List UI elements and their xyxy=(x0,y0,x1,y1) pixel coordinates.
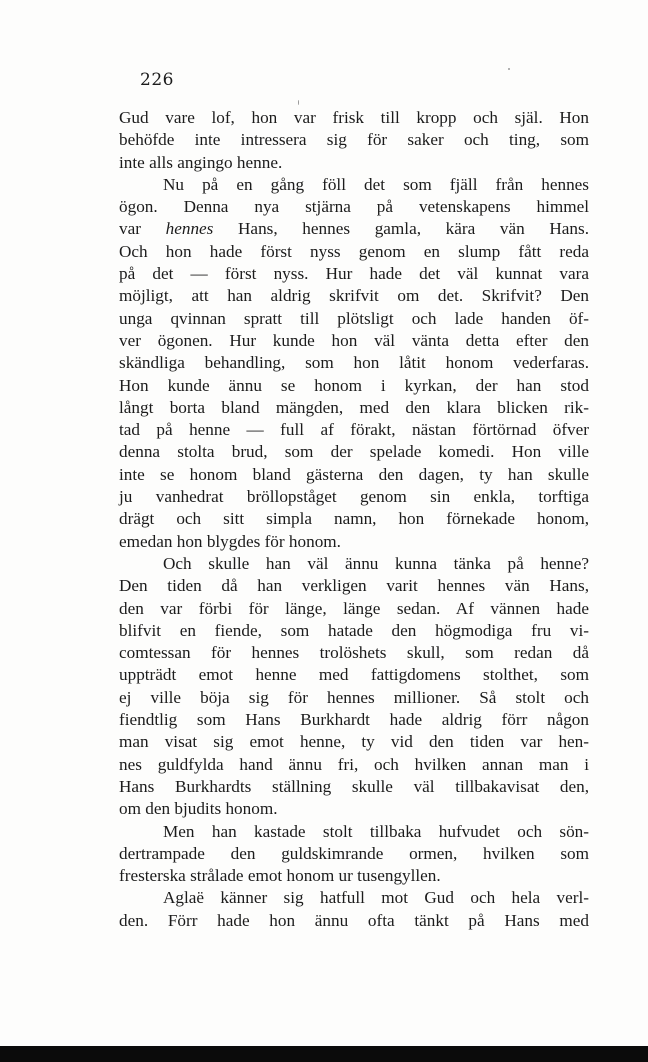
text-line: den var förbi för länge, länge sedan. Af vännen hade xyxy=(119,598,589,618)
text-line: Den tiden då han verkligen varit hennes vän Hans, xyxy=(119,576,589,596)
scan-bottom-edge xyxy=(0,1046,648,1062)
text-line: om den bjudits honom. xyxy=(119,799,278,819)
text-line: inte alls angingo henne. xyxy=(119,152,283,172)
text-line: inte se honom bland gästerna den dagen, ty han skulle xyxy=(119,464,589,484)
text-segment: var xyxy=(119,219,166,239)
text-line: Aglaë känner sig hatfull mot Gud och hela verl- xyxy=(163,888,589,908)
paragraph xyxy=(119,553,589,821)
text-line: denna stolta brud, som der spelade komedi. Hon ville xyxy=(119,442,589,462)
text-segment: Hans, hennes gamla, kära vän Hans. xyxy=(213,219,590,239)
text-line: ver ögonen. Hur kunde hon väl vänta detta efter den xyxy=(119,330,589,350)
text-line: Hans Burkhardts ställning skulle väl tillbakavisat den, xyxy=(119,776,589,796)
paragraph xyxy=(119,887,589,932)
text-line xyxy=(119,218,589,240)
text-line: comtessan för hennes trolöshets skull, som redan då xyxy=(119,643,589,663)
text-line: på det — först nyss. Hur hade det väl kunnat vara xyxy=(119,264,589,284)
text-line: ju vanhedrat bröllopståget genom sin enkla, torftiga xyxy=(119,487,589,507)
text-line: ej ville böja sig för hennes millioner. Så stolt och xyxy=(119,687,589,707)
text-line: nes guldfylda hand ännu fri, och hvilken annan man i xyxy=(119,754,589,774)
text-line: Hon kunde ännu se honom i kyrkan, der han stod xyxy=(119,375,589,395)
text-line: skändliga behandling, som hon låtit honom vederfaras. xyxy=(119,353,589,373)
scan-speck xyxy=(508,68,510,70)
paragraph xyxy=(119,821,589,888)
text-line: Gud vare lof, hon var frisk till kropp och själ. Hon xyxy=(119,108,589,127)
text-line: man visat sig emot henne, ty vid den tiden var hen- xyxy=(119,732,589,752)
body-text xyxy=(119,107,589,932)
text-line: uppträdt emot henne med fattigdomens stolthet, som xyxy=(119,665,589,685)
text-line: Och skulle han väl ännu kunna tänka på henne? xyxy=(163,553,589,573)
text-line: fiendtlig som Hans Burkhardt hade aldrig förr någon xyxy=(119,710,589,730)
text-line: ögon. Denna nya stjärna på vetenskapens himmel xyxy=(119,197,589,217)
page-number: 226 xyxy=(140,70,174,90)
italic-word: hennes xyxy=(165,219,214,239)
text-line: möjligt, att han aldrig skrifvit om det. Skrifvit? Den xyxy=(119,286,589,306)
scan-speck xyxy=(298,100,299,105)
text-line: emedan hon blygdes för honom. xyxy=(119,531,341,551)
text-line: långt borta bland mängden, med den klara blicken rik- xyxy=(119,397,589,417)
text-line: behöfde inte intressera sig för saker och ting, som xyxy=(119,130,589,150)
text-line: Nu på en gång föll det som fjäll från hennes xyxy=(163,174,589,194)
text-line: blifvit en fiende, som hatade den högmodiga fru vi- xyxy=(119,620,589,640)
paragraph xyxy=(119,174,589,553)
text-line: Men han kastade stolt tillbaka hufvudet och sön- xyxy=(163,821,589,841)
text-line: den. Förr hade hon ännu ofta tänkt på Hans med xyxy=(119,910,589,930)
text-line: Och hon hade först nyss genom en slump fått reda xyxy=(119,241,589,261)
text-line: drägt och sitt simpla namn, hon förnekade honom, xyxy=(119,509,589,529)
text-line: fresterska strålade emot honom ur tusengyllen. xyxy=(119,866,441,886)
text-line: dertrampade den guldskimrande ormen, hvilken som xyxy=(119,843,589,863)
paragraph xyxy=(119,107,589,174)
text-line: tad på henne — full af förakt, nästan förtörnad öfver xyxy=(119,420,589,440)
text-line: unga qvinnan spratt till plötsligt och lade handen öf- xyxy=(119,308,589,328)
